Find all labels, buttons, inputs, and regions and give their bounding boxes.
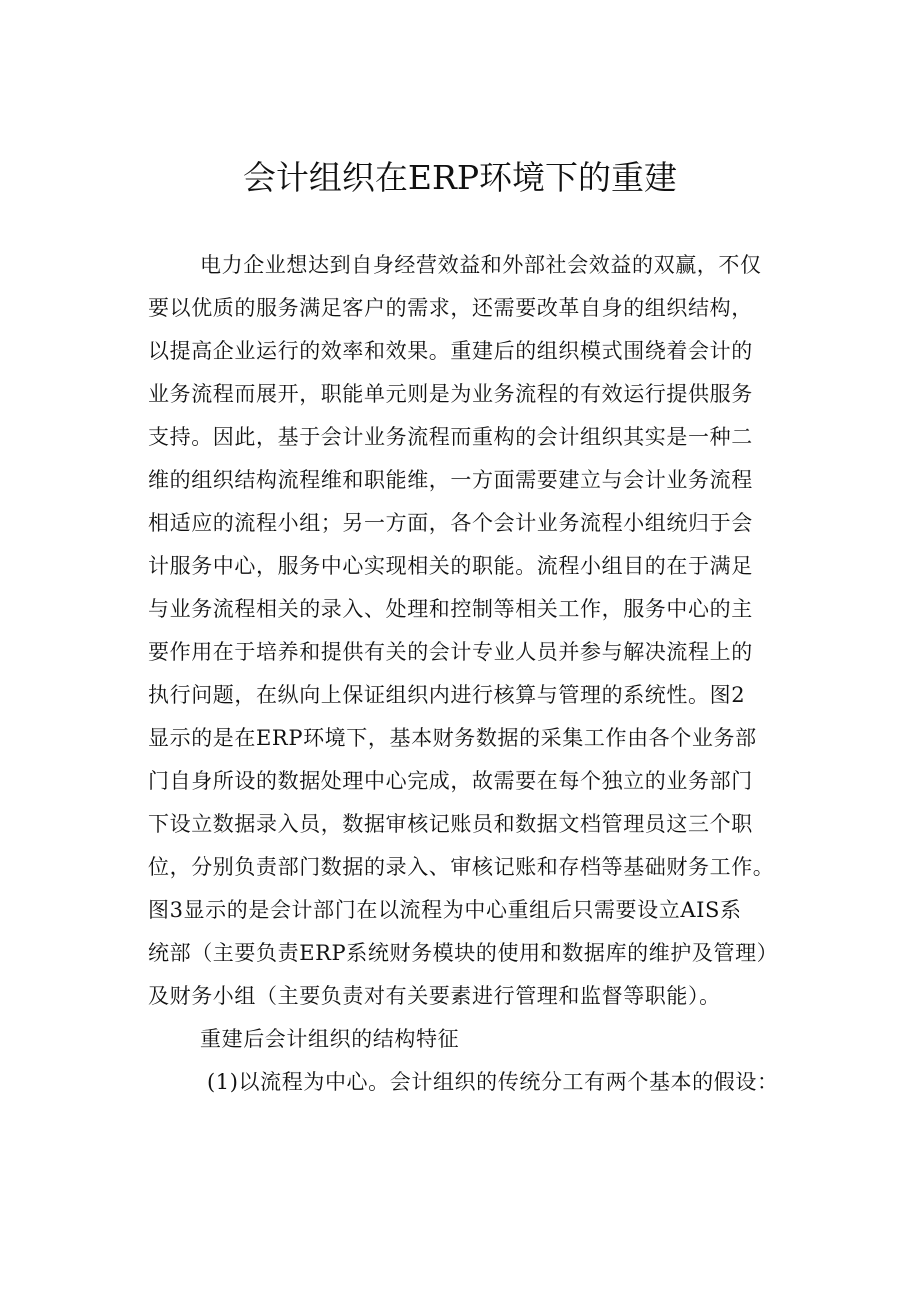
paragraph-line: 计服务中心，服务中心实现相关的职能。流程小组目的在于满足 [148,554,753,578]
document-title: 会计组织在ERP环境下的重建 [242,158,678,197]
paragraph-line: 执行问题，在纵向上保证组织内进行核算与管理的系统性。图2 [148,683,746,707]
paragraph-line: 统部（主要负责ERP系统财务模块的使用和数据库的维护及管理） [148,941,779,965]
paragraph-line: 以提高企业运行的效率和效果。重建后的组织模式围绕着会计的 [148,339,753,363]
paragraph-line: (1)以流程为中心。会计组织的传统分工有两个基本的假设： [207,1070,779,1094]
paragraph-line: 要以优质的服务满足客户的需求，还需要改革自身的组织结构， [148,296,753,320]
section-heading: 重建后会计组织的结构特征 [200,1027,460,1051]
paragraph-line: 图3显示的是会计部门在以流程为中心重组后只需要设立AIS系 [148,898,742,922]
paragraph-line: 显示的是在ERP环境下，基本财务数据的采集工作由各个业务部 [148,726,757,750]
paragraph-line: 与业务流程相关的录入、处理和控制等相关工作，服务中心的主 [148,597,753,621]
paragraph-line: 支持。因此，基于会计业务流程而重构的会计组织其实是一种二 [148,425,753,449]
paragraph-line: 要作用在于培养和提供有关的会计专业人员并参与解决流程上的 [148,640,753,664]
paragraph-line: 电力企业想达到自身经营效益和外部社会效益的双赢，不仅 [200,253,762,277]
paragraph-line: 门自身所设的数据处理中心完成，故需要在每个独立的业务部门 [148,769,753,793]
paragraph-line: 业务流程而展开，职能单元则是为业务流程的有效运行提供服务 [148,382,753,406]
paragraph-line: 下设立数据录入员，数据审核记账员和数据文档管理员这三个职 [148,812,753,836]
paragraph-line: 位，分别负责部门数据的录入、审核记账和存档等基础财务工作。 [148,855,775,879]
paragraph-line: 相适应的流程小组；另一方面，各个会计业务流程小组统归于会 [148,511,753,535]
paragraph-line: 维的组织结构流程维和职能维，一方面需要建立与会计业务流程 [148,468,753,492]
paragraph-line: 及财务小组（主要负责对有关要素进行管理和监督等职能）。 [148,984,721,1008]
